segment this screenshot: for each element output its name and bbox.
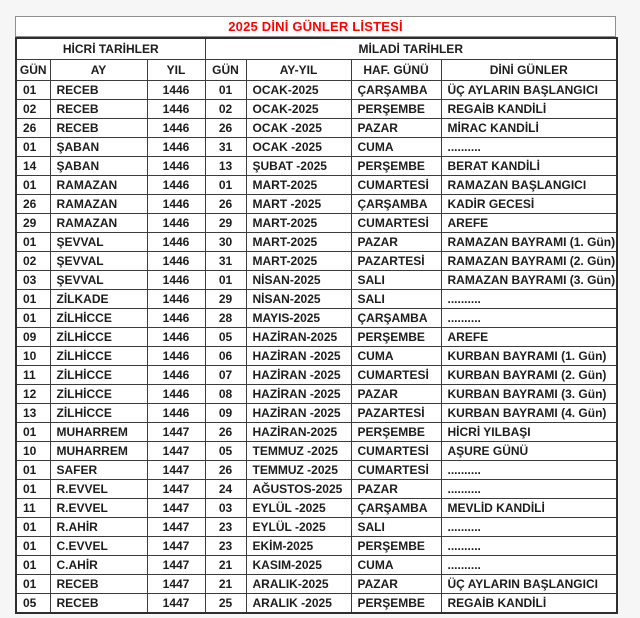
cell-hicri-yil: 1446: [147, 81, 205, 100]
cell-miladi-gun: 05: [205, 442, 246, 461]
cell-miladi-gun: 29: [205, 214, 246, 233]
cell-hicri-yil: 1446: [147, 138, 205, 157]
cell-haftanin-gunu: CUMARTESİ: [351, 214, 441, 233]
cell-haftanin-gunu: SALI: [351, 290, 441, 309]
cell-hicri-ay: RAMAZAN: [50, 214, 147, 233]
cell-hicri-gun: 01: [16, 290, 50, 309]
table-row: [16, 347, 617, 366]
column-header-miladi-gun: GÜN: [205, 60, 246, 81]
cell-hicri-gun: 01: [16, 556, 50, 575]
cell-miladi-gun: 24: [205, 480, 246, 499]
cell-miladi-ay-yil: TEMMUZ -2025: [246, 461, 351, 480]
cell-miladi-gun: 28: [205, 309, 246, 328]
cell-miladi-gun: 02: [205, 100, 246, 119]
cell-miladi-ay-yil: EYLÜL -2025: [246, 499, 351, 518]
cell-miladi-ay-yil: HAZİRAN -2025: [246, 385, 351, 404]
column-header-dini-gunler: DİNİ GÜNLER: [441, 60, 617, 81]
cell-haftanin-gunu: CUMA: [351, 556, 441, 575]
cell-hicri-gun: 11: [16, 366, 50, 385]
cell-hicri-gun: 01: [16, 461, 50, 480]
table-row: [16, 233, 617, 252]
cell-haftanin-gunu: CUMARTESİ: [351, 176, 441, 195]
column-header-haftanin-gunu: HAF. GÜNÜ: [351, 60, 441, 81]
table-row: [16, 271, 617, 290]
cell-haftanin-gunu: PERŞEMBE: [351, 423, 441, 442]
cell-hicri-gun: 03: [16, 271, 50, 290]
cell-haftanin-gunu: PAZARTESİ: [351, 404, 441, 423]
cell-hicri-gun: 01: [16, 423, 50, 442]
cell-hicri-yil: 1446: [147, 214, 205, 233]
table-row: [16, 290, 617, 309]
cell-dini-gunler: HİCRİ YILBAŞI: [441, 423, 617, 442]
cell-haftanin-gunu: CUMA: [351, 138, 441, 157]
cell-hicri-gun: 29: [16, 214, 50, 233]
cell-hicri-ay: RECEB: [50, 81, 147, 100]
cell-miladi-gun: 26: [205, 423, 246, 442]
cell-hicri-gun: 10: [16, 442, 50, 461]
table-row: [16, 442, 617, 461]
table-row: [16, 157, 617, 176]
table-row: [16, 461, 617, 480]
column-header-hicri-gun: GÜN: [16, 60, 50, 81]
cell-dini-gunler: RAMAZAN BAŞLANGICI: [441, 176, 617, 195]
cell-hicri-yil: 1446: [147, 157, 205, 176]
cell-miladi-gun: 13: [205, 157, 246, 176]
cell-miladi-ay-yil: NİSAN-2025: [246, 271, 351, 290]
section-header-row: [16, 38, 617, 60]
cell-miladi-ay-yil: HAZİRAN-2025: [246, 423, 351, 442]
cell-haftanin-gunu: PERŞEMBE: [351, 328, 441, 347]
cell-haftanin-gunu: PAZAR: [351, 119, 441, 138]
cell-miladi-gun: 31: [205, 138, 246, 157]
cell-miladi-ay-yil: KASIM-2025: [246, 556, 351, 575]
cell-hicri-yil: 1446: [147, 385, 205, 404]
table-row: [16, 100, 617, 119]
cell-hicri-gun: 01: [16, 537, 50, 556]
cell-hicri-yil: 1446: [147, 100, 205, 119]
cell-dini-gunler: MEVLİD KANDİLİ: [441, 499, 617, 518]
table-row: [16, 328, 617, 347]
cell-hicri-gun: 01: [16, 176, 50, 195]
cell-hicri-gun: 11: [16, 499, 50, 518]
cell-hicri-gun: 01: [16, 309, 50, 328]
cell-miladi-gun: 26: [205, 119, 246, 138]
cell-hicri-yil: 1447: [147, 556, 205, 575]
cell-miladi-ay-yil: ŞUBAT -2025: [246, 157, 351, 176]
cell-dini-gunler: KURBAN BAYRAMI (1. Gün): [441, 347, 617, 366]
cell-hicri-gun: 13: [16, 404, 50, 423]
column-header-hicri-ay: AY: [50, 60, 147, 81]
table-row: [16, 423, 617, 442]
cell-hicri-yil: 1447: [147, 499, 205, 518]
calendar-table: [15, 37, 618, 614]
cell-dini-gunler: AŞURE GÜNÜ: [441, 442, 617, 461]
cell-hicri-ay: C.AHİR: [50, 556, 147, 575]
cell-hicri-ay: RECEB: [50, 575, 147, 594]
cell-hicri-ay: RECEB: [50, 119, 147, 138]
cell-dini-gunler: AREFE: [441, 214, 617, 233]
cell-haftanin-gunu: ÇARŞAMBA: [351, 499, 441, 518]
cell-haftanin-gunu: PAZAR: [351, 480, 441, 499]
section-header-miladi: MİLADİ TARİHLER: [205, 38, 617, 60]
cell-miladi-gun: 30: [205, 233, 246, 252]
cell-hicri-gun: 01: [16, 81, 50, 100]
cell-haftanin-gunu: CUMARTESİ: [351, 442, 441, 461]
table-row: [16, 138, 617, 157]
cell-hicri-gun: 26: [16, 119, 50, 138]
cell-hicri-yil: 1446: [147, 328, 205, 347]
cell-haftanin-gunu: PERŞEMBE: [351, 100, 441, 119]
cell-dini-gunler: MİRAC KANDİLİ: [441, 119, 617, 138]
cell-hicri-ay: MUHARREM: [50, 442, 147, 461]
cell-hicri-ay: SAFER: [50, 461, 147, 480]
cell-dini-gunler: KURBAN BAYRAMI (3. Gün): [441, 385, 617, 404]
table-row: [16, 366, 617, 385]
cell-hicri-ay: C.EVVEL: [50, 537, 147, 556]
cell-miladi-ay-yil: ARALIK-2025: [246, 575, 351, 594]
cell-hicri-ay: ŞEVVAL: [50, 252, 147, 271]
cell-hicri-yil: 1446: [147, 309, 205, 328]
cell-hicri-ay: MUHARREM: [50, 423, 147, 442]
cell-hicri-gun: 12: [16, 385, 50, 404]
cell-miladi-ay-yil: OCAK-2025: [246, 100, 351, 119]
table-row: [16, 176, 617, 195]
cell-miladi-ay-yil: HAZİRAN -2025: [246, 404, 351, 423]
religious-days-list: [15, 16, 616, 614]
cell-hicri-yil: 1447: [147, 575, 205, 594]
table-row: [16, 214, 617, 233]
cell-hicri-ay: ŞABAN: [50, 138, 147, 157]
cell-hicri-gun: 09: [16, 328, 50, 347]
table-body: [16, 81, 617, 614]
cell-hicri-yil: 1447: [147, 423, 205, 442]
cell-dini-gunler: ..........: [441, 556, 617, 575]
cell-hicri-yil: 1446: [147, 271, 205, 290]
cell-miladi-ay-yil: ARALIK -2025: [246, 594, 351, 614]
cell-hicri-ay: ZİLHİCCE: [50, 385, 147, 404]
table-row: [16, 499, 617, 518]
cell-hicri-ay: ZİLHİCCE: [50, 404, 147, 423]
cell-haftanin-gunu: PAZAR: [351, 385, 441, 404]
cell-dini-gunler: RAMAZAN BAYRAMI (3. Gün): [441, 271, 617, 290]
cell-miladi-gun: 26: [205, 461, 246, 480]
cell-hicri-ay: ZİLHİCCE: [50, 366, 147, 385]
table-row: [16, 81, 617, 100]
cell-hicri-yil: 1446: [147, 290, 205, 309]
cell-hicri-gun: 01: [16, 518, 50, 537]
column-header-hicri-yil: YIL: [147, 60, 205, 81]
cell-miladi-gun: 29: [205, 290, 246, 309]
cell-haftanin-gunu: CUMA: [351, 347, 441, 366]
cell-hicri-ay: ZİLKADE: [50, 290, 147, 309]
cell-haftanin-gunu: PERŞEMBE: [351, 594, 441, 614]
cell-haftanin-gunu: PAZAR: [351, 575, 441, 594]
cell-hicri-yil: 1446: [147, 119, 205, 138]
cell-hicri-yil: 1446: [147, 233, 205, 252]
cell-miladi-gun: 26: [205, 195, 246, 214]
cell-hicri-yil: 1447: [147, 461, 205, 480]
table-title: 2025 DİNİ GÜNLER LİSTESİ: [15, 16, 616, 37]
cell-miladi-ay-yil: EKİM-2025: [246, 537, 351, 556]
cell-hicri-yil: 1447: [147, 442, 205, 461]
cell-hicri-yil: 1447: [147, 594, 205, 614]
cell-dini-gunler: ..........: [441, 309, 617, 328]
cell-miladi-ay-yil: HAZİRAN -2025: [246, 366, 351, 385]
cell-haftanin-gunu: SALI: [351, 271, 441, 290]
cell-haftanin-gunu: ÇARŞAMBA: [351, 309, 441, 328]
cell-dini-gunler: ÜÇ AYLARIN BAŞLANGICI: [441, 575, 617, 594]
cell-hicri-yil: 1447: [147, 480, 205, 499]
cell-haftanin-gunu: PAZAR: [351, 233, 441, 252]
cell-hicri-gun: 01: [16, 233, 50, 252]
cell-hicri-gun: 02: [16, 100, 50, 119]
cell-hicri-ay: RAMAZAN: [50, 176, 147, 195]
cell-hicri-ay: ZİLHİCCE: [50, 309, 147, 328]
cell-hicri-ay: ŞEVVAL: [50, 271, 147, 290]
cell-miladi-ay-yil: MART-2025: [246, 214, 351, 233]
cell-haftanin-gunu: CUMARTESİ: [351, 366, 441, 385]
cell-miladi-gun: 07: [205, 366, 246, 385]
cell-miladi-ay-yil: HAZİRAN -2025: [246, 347, 351, 366]
table-row: [16, 195, 617, 214]
cell-miladi-gun: 01: [205, 176, 246, 195]
cell-dini-gunler: ..........: [441, 461, 617, 480]
cell-hicri-ay: ZİLHİCCE: [50, 328, 147, 347]
cell-miladi-ay-yil: OCAK-2025: [246, 81, 351, 100]
cell-hicri-yil: 1446: [147, 252, 205, 271]
cell-miladi-ay-yil: MART-2025: [246, 252, 351, 271]
cell-miladi-ay-yil: HAZİRAN-2025: [246, 328, 351, 347]
cell-dini-gunler: REGAİB KANDİLİ: [441, 100, 617, 119]
cell-hicri-ay: RAMAZAN: [50, 195, 147, 214]
cell-hicri-yil: 1446: [147, 366, 205, 385]
cell-dini-gunler: ..........: [441, 480, 617, 499]
cell-miladi-ay-yil: TEMMUZ -2025: [246, 442, 351, 461]
cell-hicri-gun: 26: [16, 195, 50, 214]
cell-miladi-ay-yil: AĞUSTOS-2025: [246, 480, 351, 499]
cell-miladi-ay-yil: MART-2025: [246, 176, 351, 195]
cell-dini-gunler: RAMAZAN BAYRAMI (2. Gün): [441, 252, 617, 271]
cell-miladi-gun: 01: [205, 271, 246, 290]
cell-dini-gunler: ..........: [441, 518, 617, 537]
column-header-miladi-ay-yil: AY-YIL: [246, 60, 351, 81]
cell-hicri-ay: R.EVVEL: [50, 499, 147, 518]
table-row: [16, 575, 617, 594]
cell-miladi-gun: 05: [205, 328, 246, 347]
cell-dini-gunler: KURBAN BAYRAMI (2. Gün): [441, 366, 617, 385]
cell-hicri-yil: 1446: [147, 195, 205, 214]
cell-hicri-gun: 14: [16, 157, 50, 176]
cell-dini-gunler: REGAİB KANDİLİ: [441, 594, 617, 614]
cell-hicri-yil: 1446: [147, 176, 205, 195]
cell-haftanin-gunu: SALI: [351, 518, 441, 537]
cell-haftanin-gunu: CUMARTESİ: [351, 461, 441, 480]
cell-dini-gunler: ..........: [441, 537, 617, 556]
cell-haftanin-gunu: ÇARŞAMBA: [351, 195, 441, 214]
cell-hicri-ay: ZİLHİCCE: [50, 347, 147, 366]
table-row: [16, 480, 617, 499]
cell-dini-gunler: KADİR GECESİ: [441, 195, 617, 214]
cell-miladi-gun: 08: [205, 385, 246, 404]
cell-miladi-gun: 03: [205, 499, 246, 518]
table-row: [16, 119, 617, 138]
cell-miladi-ay-yil: OCAK -2025: [246, 138, 351, 157]
cell-hicri-ay: RECEB: [50, 100, 147, 119]
cell-miladi-ay-yil: EYLÜL -2025: [246, 518, 351, 537]
cell-dini-gunler: ..........: [441, 290, 617, 309]
cell-haftanin-gunu: PERŞEMBE: [351, 157, 441, 176]
cell-hicri-gun: 01: [16, 480, 50, 499]
cell-hicri-ay: RECEB: [50, 594, 147, 614]
cell-hicri-yil: 1446: [147, 404, 205, 423]
cell-hicri-yil: 1447: [147, 537, 205, 556]
cell-miladi-gun: 06: [205, 347, 246, 366]
table-row: [16, 518, 617, 537]
section-header-hicri: HİCRİ TARİHLER: [16, 38, 205, 60]
cell-hicri-gun: 01: [16, 138, 50, 157]
cell-miladi-ay-yil: OCAK -2025: [246, 119, 351, 138]
cell-dini-gunler: ..........: [441, 138, 617, 157]
cell-hicri-ay: ŞABAN: [50, 157, 147, 176]
cell-miladi-gun: 09: [205, 404, 246, 423]
cell-hicri-yil: 1447: [147, 518, 205, 537]
cell-dini-gunler: KURBAN BAYRAMI (4. Gün): [441, 404, 617, 423]
cell-hicri-gun: 01: [16, 575, 50, 594]
cell-miladi-gun: 21: [205, 556, 246, 575]
cell-hicri-ay: R.EVVEL: [50, 480, 147, 499]
table-row: [16, 385, 617, 404]
cell-miladi-gun: 25: [205, 594, 246, 614]
cell-miladi-ay-yil: MAYIS-2025: [246, 309, 351, 328]
cell-hicri-yil: 1446: [147, 347, 205, 366]
cell-hicri-ay: R.AHİR: [50, 518, 147, 537]
table-row: [16, 404, 617, 423]
cell-dini-gunler: RAMAZAN BAYRAMI (1. Gün): [441, 233, 617, 252]
cell-miladi-gun: 21: [205, 575, 246, 594]
table-row: [16, 537, 617, 556]
cell-miladi-gun: 23: [205, 537, 246, 556]
cell-miladi-gun: 31: [205, 252, 246, 271]
cell-dini-gunler: BERAT KANDİLİ: [441, 157, 617, 176]
column-header-row: [16, 60, 617, 81]
cell-hicri-gun: 05: [16, 594, 50, 614]
cell-dini-gunler: AREFE: [441, 328, 617, 347]
cell-miladi-ay-yil: NİSAN-2025: [246, 290, 351, 309]
table-row: [16, 556, 617, 575]
table-row: [16, 252, 617, 271]
cell-miladi-ay-yil: MART -2025: [246, 195, 351, 214]
cell-miladi-gun: 23: [205, 518, 246, 537]
cell-miladi-ay-yil: MART-2025: [246, 233, 351, 252]
cell-hicri-gun: 02: [16, 252, 50, 271]
cell-dini-gunler: ÜÇ AYLARIN BAŞLANGICI: [441, 81, 617, 100]
cell-miladi-gun: 01: [205, 81, 246, 100]
cell-haftanin-gunu: PERŞEMBE: [351, 537, 441, 556]
cell-haftanin-gunu: PAZARTESİ: [351, 252, 441, 271]
table-row: [16, 309, 617, 328]
cell-hicri-ay: ŞEVVAL: [50, 233, 147, 252]
table-row: [16, 594, 617, 614]
cell-haftanin-gunu: ÇARŞAMBA: [351, 81, 441, 100]
cell-hicri-gun: 10: [16, 347, 50, 366]
